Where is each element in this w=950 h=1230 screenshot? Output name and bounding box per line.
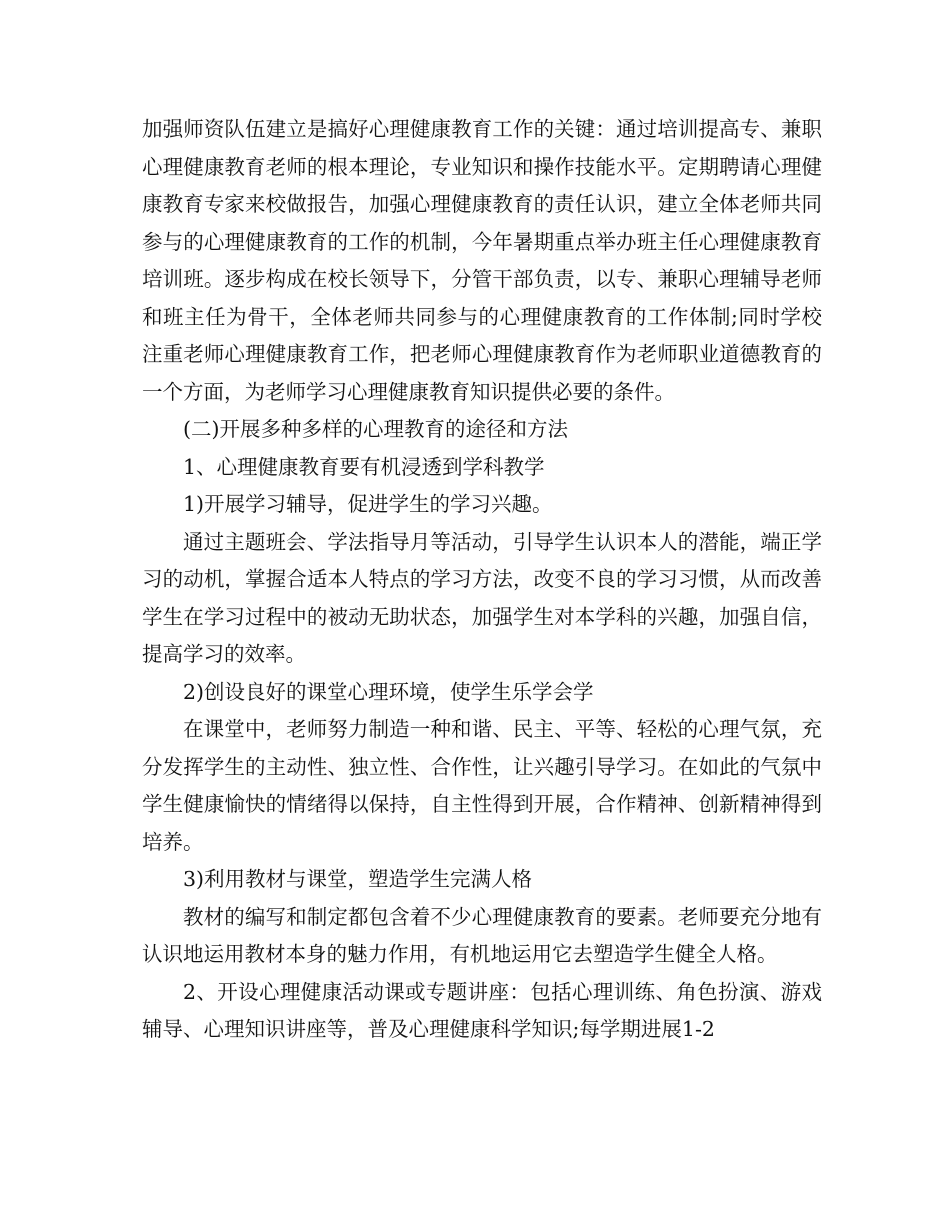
paragraph-classroom-environment: 在课堂中，老师努力制造一种和谐、民主、平等、轻松的心理气氛，充分发挥学生的主动性、独立性、合作性，让兴趣引导学习。在如此的气氛中学生健康愉快的情绪得以保持，自主性得到开展，合作精神、创新精神得到培养。 bbox=[142, 717, 822, 854]
subheading-subject-teaching: 1、心理健康教育要有机浸透到学科教学 bbox=[183, 454, 545, 479]
document-body bbox=[142, 111, 822, 1049]
section-heading-methods: (二)开展多种多样的心理教育的途径和方法 bbox=[183, 417, 568, 441]
paragraph-textbooks: 教材的编写和制定都包含着不少心理健康教育的要素。老师要充分地有认识地运用教材本身的魅力作用，有机地运用它去塑造学生健全人格。 bbox=[142, 904, 822, 966]
item-heading-textbooks: 3)利用教材与课堂，塑造学生完满人格 bbox=[183, 867, 533, 891]
paragraph-activity-courses: 2、开设心理健康活动课或专题讲座：包括心理训练、角色扮演、游戏辅导、心理知识讲座等，普及心理健康科学知识;每学期进展1-2 bbox=[142, 979, 822, 1041]
paragraph-teacher-training: 加强师资队伍建立是搞好心理健康教育工作的关键：通过培训提高专、兼职心理健康教育老师的根本理论，专业知识和操作技能水平。定期聘请心理健康教育专家来校做报告，加强心理健康教育的责任认识，建立全体老师共同参与的心理健康教育的工作的机制，今年暑期重点举办班主任心理健康教育培训班。逐步构成在校长领导下，分管干部负责，以专、兼职心理辅导老师和班主任为骨干，全体老师共同参与的心理健康教育的工作体制;同时学校注重老师心理健康教育工作，把老师心理健康教育作为老师职业道德教育的一个方面，为老师学习心理健康教育知识提供必要的条件。 bbox=[142, 117, 822, 404]
paragraph-learning-guidance: 通过主题班会、学法指导月等活动，引导学生认识本人的潜能，端正学习的动机，掌握合适本人特点的学习方法，改变不良的学习习惯，从而改善学生在学习过程中的被动无助状态，加强学生对本学科的兴趣，加强自信，提高学习的效率。 bbox=[142, 529, 822, 666]
item-heading-learning-guidance: 1)开展学习辅导，促进学生的学习兴趣。 bbox=[183, 492, 553, 516]
item-heading-classroom-environment: 2)创设良好的课堂心理环境，使学生乐学会学 bbox=[183, 679, 594, 704]
